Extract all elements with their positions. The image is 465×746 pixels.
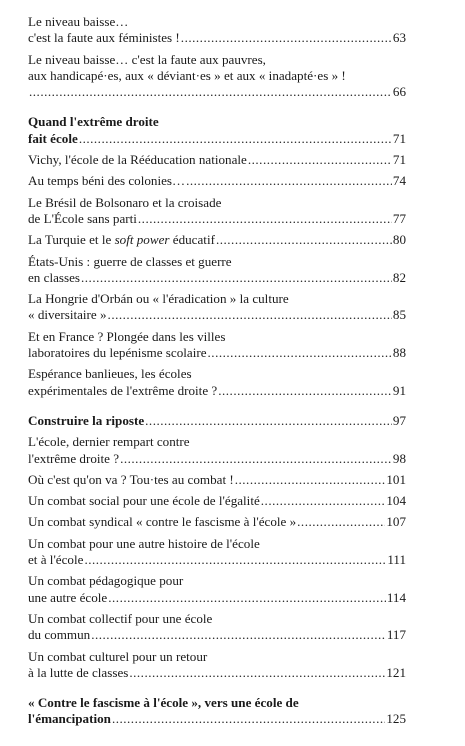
toc-entry-line: La Hongrie d'Orbán ou « l'éradication » la culture (28, 291, 289, 307)
toc-entry-title: Un combat social pour une école de l'égalité (28, 493, 260, 509)
toc-entry-last-line (28, 84, 406, 100)
toc-entry (28, 254, 406, 287)
dot-leader (208, 345, 392, 361)
dot-leader (129, 665, 385, 681)
table-of-contents (28, 14, 406, 733)
toc-entry (28, 611, 406, 644)
dot-leader (216, 232, 392, 248)
dot-leader (84, 552, 386, 568)
toc-entry-title: La Turquie et le soft power éducatif (28, 232, 215, 248)
dot-leader (145, 413, 392, 429)
page-number: 63 (392, 30, 406, 46)
toc-entry (28, 173, 406, 189)
page-number: 125 (386, 711, 406, 727)
toc-section (28, 413, 406, 429)
toc-entry-last-line (28, 270, 406, 286)
dot-leader (261, 493, 386, 509)
toc-entry-title: l'émancipation (28, 711, 111, 727)
toc-entry-last-line (28, 627, 406, 643)
page-number: 80 (392, 232, 406, 248)
toc-entry-last-line (28, 131, 406, 147)
toc-entry-last-line (28, 590, 406, 606)
toc-entry-last-line (28, 30, 406, 46)
dot-leader (91, 627, 386, 643)
toc-entry-last-line (28, 383, 406, 399)
toc-entry (28, 514, 406, 530)
page-number: 82 (392, 269, 406, 285)
toc-entry (28, 573, 406, 606)
dot-leader (248, 152, 392, 168)
toc-entry (28, 232, 406, 248)
toc-entry-line: Un combat collectif pour une école (28, 610, 213, 626)
toc-entry (28, 329, 406, 362)
toc-entry (28, 472, 406, 488)
dot-leader (235, 472, 386, 488)
page-number: 97 (392, 412, 406, 428)
toc-entry-line: « Contre le fascisme à l'école », vers une école de (28, 695, 299, 711)
toc-entry-last-line (28, 711, 406, 727)
toc-entry-line: Le Brésil de Bolsonaro et la croisade (28, 194, 222, 210)
toc-entry-last-line (28, 451, 406, 467)
toc-entry-title: en classes (28, 269, 80, 285)
dot-leader (112, 711, 385, 727)
page-number: 71 (392, 130, 406, 146)
page-number: 66 (392, 84, 406, 100)
toc-entry-title: de L'École sans parti (28, 210, 137, 226)
dot-leader (108, 307, 392, 323)
toc-entry-title: Au temps béni des colonies… (28, 173, 186, 189)
dot-leader (138, 211, 392, 227)
toc-entry-line: aux handicapé·es, aux « déviant·es » et aux « inadapté·es » ! (28, 67, 346, 83)
toc-entry-line: L'école, dernier rempart contre (28, 434, 190, 450)
toc-entry (28, 14, 406, 47)
toc-entry (28, 434, 406, 467)
toc-entry-title: et à l'école (28, 552, 84, 568)
toc-entry-title: à la lutte de classes (28, 664, 129, 680)
toc-entry-title: du commun (28, 627, 91, 643)
toc-entry-title: Construire la riposte (28, 412, 145, 428)
page-number: 74 (392, 173, 406, 189)
toc-entry-title: expérimentales de l'extrême droite ? (28, 382, 218, 398)
toc-entry-last-line (28, 413, 406, 429)
toc-entry (28, 195, 406, 228)
dot-leader (181, 30, 392, 46)
page-number: 98 (392, 450, 406, 466)
page-number: 101 (386, 471, 406, 487)
toc-entry (28, 366, 406, 399)
toc-entry-last-line (28, 232, 406, 248)
toc-entry-last-line (28, 493, 406, 509)
toc-entry-line: Et en France ? Plongée dans les villes (28, 328, 226, 344)
dot-leader (297, 514, 385, 530)
toc-entry-line: Un combat pour une autre histoire de l'école (28, 535, 260, 551)
toc-entry-title: Vichy, l'école de la Rééducation nationale (28, 152, 247, 168)
page-number: 107 (386, 514, 406, 530)
dot-leader (218, 383, 392, 399)
page-number: 104 (386, 493, 406, 509)
page-number: 88 (392, 345, 406, 361)
page-number: 91 (392, 382, 406, 398)
toc-entry-last-line (28, 665, 406, 681)
toc-entry-last-line (28, 211, 406, 227)
toc-entry-line: Espérance banlieues, les écoles (28, 366, 192, 382)
toc-entry-title: c'est la faute aux féministes ! (28, 30, 180, 46)
toc-entry-last-line (28, 514, 406, 530)
toc-entry-last-line (28, 552, 406, 568)
toc-entry-line: Un combat pédagogique pour (28, 573, 184, 589)
dot-leader (186, 173, 392, 189)
dot-leader (108, 590, 386, 606)
toc-entry (28, 291, 406, 324)
toc-entry-title: Où c'est qu'on va ? Tou·tes au combat ! (28, 471, 234, 487)
toc-entry-last-line (28, 173, 406, 189)
toc-entry-italic: soft power (114, 232, 170, 248)
toc-section (28, 114, 406, 147)
toc-entry-last-line (28, 307, 406, 323)
toc-entry-title: l'extrême droite ? (28, 450, 120, 466)
toc-entry (28, 536, 406, 569)
toc-entry-line: Le niveau baisse… c'est la faute aux pauvres, (28, 51, 266, 67)
page-number: 117 (386, 627, 406, 643)
toc-entry-line: Quand l'extrême droite (28, 114, 159, 130)
dot-leader (79, 131, 392, 147)
page-number: 114 (386, 589, 406, 605)
dot-leader (120, 451, 392, 467)
toc-entry-line: Un combat culturel pour un retour (28, 648, 208, 664)
toc-entry-title: une autre école (28, 589, 108, 605)
toc-entry (28, 152, 406, 168)
toc-entry-title: Un combat syndical « contre le fascisme à l'école » (28, 514, 297, 530)
toc-entry (28, 493, 406, 509)
page-number: 77 (392, 210, 406, 226)
page-number: 121 (386, 664, 406, 680)
page-number: 111 (387, 552, 406, 568)
toc-entry-last-line (28, 472, 406, 488)
page-number: 85 (392, 307, 406, 323)
toc-entry (28, 52, 406, 101)
toc-section (28, 695, 406, 728)
toc-entry (28, 649, 406, 682)
dot-leader (29, 84, 392, 100)
toc-entry-last-line (28, 345, 406, 361)
toc-entry-line: Le niveau baisse… (28, 14, 129, 29)
page-number: 71 (392, 152, 406, 168)
toc-entry-title: « diversitaire » (28, 307, 107, 323)
toc-entry-line: États-Unis : guerre de classes et guerre (28, 253, 232, 269)
toc-entry-title: fait école (28, 130, 78, 146)
dot-leader (81, 270, 392, 286)
toc-entry-last-line (28, 152, 406, 168)
toc-entry-title: laboratoires du lepénisme scolaire (28, 345, 207, 361)
